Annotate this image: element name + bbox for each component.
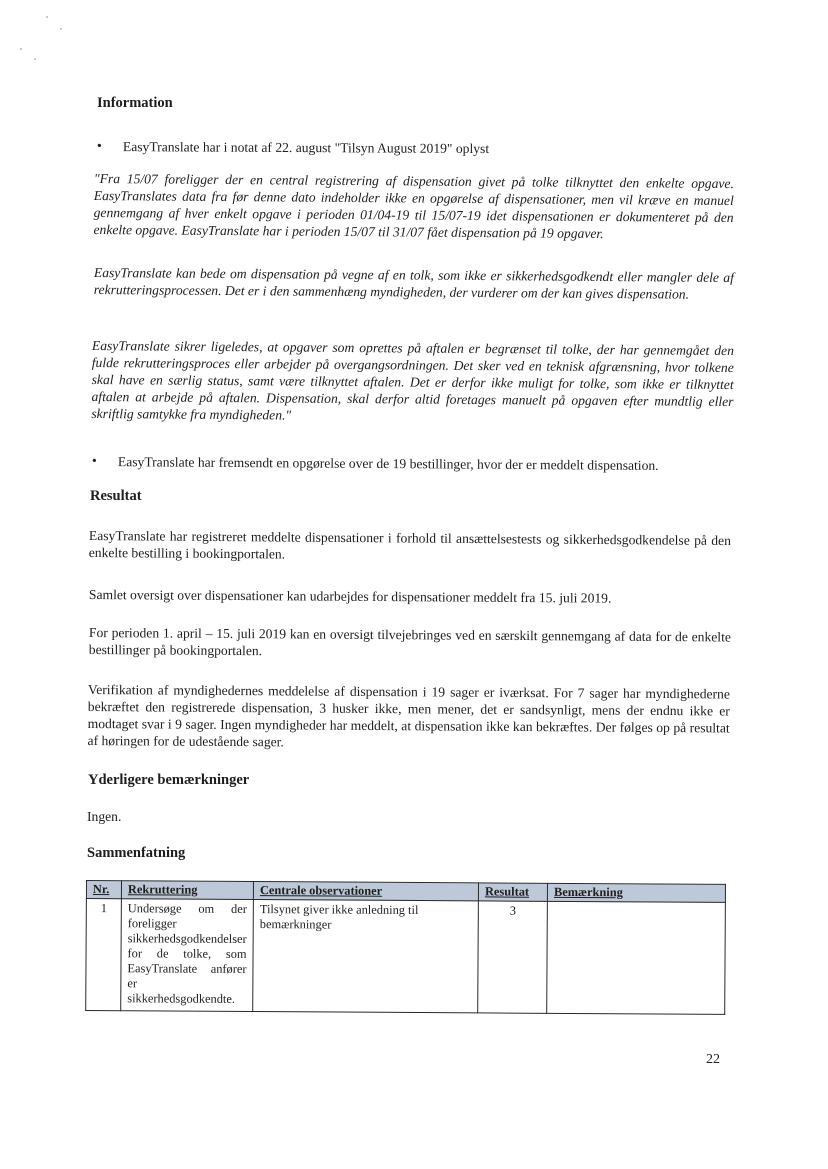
bullet-item-notat <box>97 138 737 158</box>
cell-nr: 1 <box>86 899 122 1011</box>
header-rekruttering: Rekruttering <box>121 881 253 900</box>
bullet-item-opgoerelse <box>92 453 736 474</box>
quote-paragraph-1: "Fra 15/07 foreligger der en central registrering af dispensation givet på tolke tilknyttet den enkelte opgave. EasyTranslates data fra før denne dato indeholder ikke en opgørelse af dispensationer, men vil kræve en manuel gennemgang af hver enkelt opgave i perioden 01/04-19 til 15/07-19 idet dispensationen er dokumenteret på den enkelte opgave. EasyTranslate har i perioden 15/07 til 31/07 fået dispensation på 19 opgaver. <box>93 170 734 242</box>
yderligere-text: Ingen. <box>87 809 122 824</box>
bullet-text: EasyTranslate har fremsendt en opgørelse over de 19 bestillinger, hvor der er meddelt dispensation. <box>117 454 659 473</box>
cell-bemaerkning <box>547 901 726 1014</box>
page-number: 22 <box>706 1052 720 1067</box>
resultat-heading: Resultat <box>90 488 142 504</box>
information-heading: Information <box>97 95 173 111</box>
cell-resultat: 3 <box>478 901 548 1013</box>
summary-table <box>85 880 726 1015</box>
header-resultat: Resultat <box>478 883 547 901</box>
bullet-text: EasyTranslate har i notat af 22. august "Tilsyn August 2019" oplyst <box>122 139 490 157</box>
bullet-icon: • <box>96 138 102 155</box>
header-nr: Nr. <box>86 881 121 899</box>
quote-paragraph-3: EasyTranslate sikrer ligeledes, at opgaver som oprettes på aftalen er begrænset til tolke, der har gennemgået den fulde rekrutteringsproces eller arbejder på overgangsordningen. Det sker ved en teknisk afgrænsning, hvor tolkene skal have en særlig status, samt være tilknyttet aftalen. Det er derfor ikke muligt for tolke, som ikke er tilknyttet aftalen at arbejde på aftalen. Dispensation, skal derfor altid foretages manuelt på opgaven efter mundtlig eller skriftlig samtykke fra myndigheden." <box>91 337 734 423</box>
scan-speck <box>46 16 48 18</box>
scan-speck <box>20 48 22 50</box>
yderligere-heading: Yderligere bemærkninger <box>88 772 250 788</box>
header-bemaerkning: Bemærkning <box>547 883 725 902</box>
cell-rekruttering: Undersøge om der foreligger sikkerhedsgodkendelser for de tolke, som EasyTranslate anfører er sikkerhedsgodkendte. <box>121 899 254 1012</box>
resultat-paragraph-1: EasyTranslate har registreret meddelte dispensationer i forhold til ansættelsestests og sikkerhedsgodkendelse på den enkelte bestilling i bookingportalen. <box>88 527 731 562</box>
scan-speck <box>34 58 36 60</box>
resultat-paragraph-3: For perioden 1. april – 15. juli 2019 kan en oversigt tilvejebringes ved en særskilt gennemgang af data for de enkelte bestillinger på bookingportalen. <box>88 625 731 659</box>
quote-paragraph-2: EasyTranslate kan bede om dispensation på vegne af en tolk, som ikke er sikkerhedsgodkendt eller mangler dele af rekrutteringsprocessen. Det er i den sammenhæng myndigheden, der vurderer om der kan gives dispensation. <box>93 264 734 302</box>
cell-centrale-observationer: Tilsynet giver ikke anledning til bemærkninger <box>253 900 479 1013</box>
resultat-paragraph-2: Samlet oversigt over dispensationer kan udarbejdes for dispensationer meddelt fra 15. juli 2019. <box>88 587 612 606</box>
bullet-icon: • <box>91 453 97 470</box>
resultat-paragraph-4: Verifikation af myndighedernes meddelelse af dispensation i 19 sager er iværksat. For 7 sager har myndighederne bekræftet den registrerede dispensation, 3 husker ikke, men mener, det er sandsynligt, mens der endnu ikke er modtaget svar i 9 sager. Ingen myndigheder har meddelt, at dispensation ikke kan bekræftes. Der følges op på resultat af høringen for de udestående sager. <box>87 682 730 750</box>
scan-speck <box>60 28 62 30</box>
sammenfatning-heading: Sammenfatning <box>87 845 186 861</box>
table-row <box>86 899 726 1015</box>
header-centrale-observationer: Centrale observationer <box>253 882 478 901</box>
